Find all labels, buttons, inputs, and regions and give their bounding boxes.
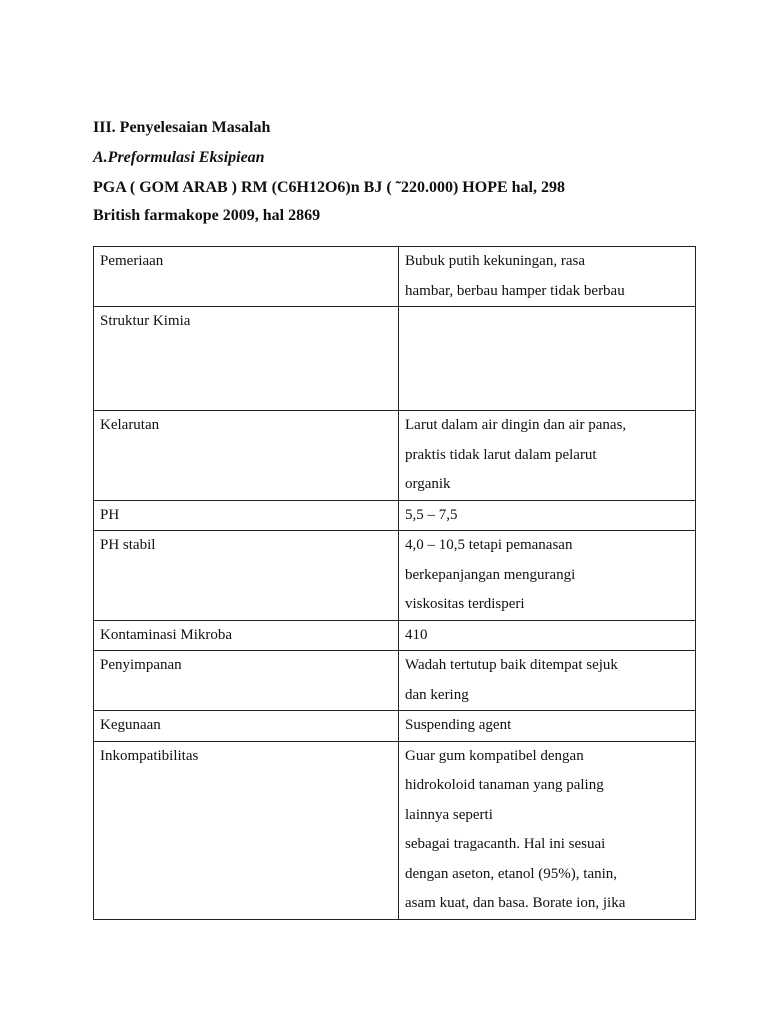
property-name: PH stabil <box>100 537 156 553</box>
table-row <box>94 247 696 307</box>
property-value-cell <box>399 307 696 411</box>
property-name: Kegunaan <box>100 717 161 733</box>
property-value-cell <box>399 500 696 531</box>
subsection-title: A.Preformulasi Eksipiean <box>93 149 265 166</box>
compound-line: PGA ( GOM ARAB ) RM (C6H12O6)n BJ ( ˜220.000) HOPE hal, 298 <box>93 179 565 196</box>
property-value-line: lainnya seperti <box>405 806 493 823</box>
property-name-cell <box>94 741 399 919</box>
section-title: III. Penyelesaian Masalah <box>93 119 271 136</box>
property-value-line: hidrokoloid tanaman yang paling <box>405 777 604 793</box>
property-name-cell <box>94 620 399 651</box>
property-value-line: dan kering <box>405 686 469 703</box>
property-value-cell <box>399 741 696 919</box>
property-name: Penyimpanan <box>100 657 182 673</box>
property-value-cell <box>399 411 696 501</box>
property-value-cell <box>399 247 696 307</box>
property-value-line: hambar, berbau hamper tidak berbau <box>405 282 625 299</box>
table-row <box>94 531 696 621</box>
table-row <box>94 711 696 742</box>
property-name-cell <box>94 247 399 307</box>
property-value-line: 4,0 – 10,5 tetapi pemanasan <box>405 537 573 553</box>
property-value-line: 410 <box>405 626 428 643</box>
property-value-line: berkepanjangan mengurangi <box>405 566 576 583</box>
table-row <box>94 741 696 919</box>
property-name: PH <box>100 506 120 523</box>
table-row <box>94 307 696 411</box>
property-value-line: viskositas terdisperi <box>405 596 525 612</box>
property-value-line: Wadah tertutup baik ditempat sejuk <box>405 657 618 673</box>
table-row <box>94 651 696 711</box>
property-value-line: organik <box>405 476 451 492</box>
property-name-cell <box>94 307 399 411</box>
property-name-cell <box>94 711 399 742</box>
table-row <box>94 500 696 531</box>
property-name-cell <box>94 651 399 711</box>
property-value-cell <box>399 651 696 711</box>
property-value-line: sebagai tragacanth. Hal ini sesuai <box>405 836 606 852</box>
property-value-line: 5,5 – 7,5 <box>405 506 458 523</box>
property-value-cell <box>399 531 696 621</box>
property-name: Kontaminasi Mikroba <box>100 626 233 643</box>
property-value-line: Bubuk putih kekuningan, rasa <box>405 253 585 269</box>
property-name: Inkompatibilitas <box>100 747 199 764</box>
table-row <box>94 411 696 501</box>
table-row <box>94 620 696 651</box>
property-name: Struktur Kimia <box>100 313 191 329</box>
properties-table-body <box>94 247 696 920</box>
reference-line: British farmakope 2009, hal 2869 <box>93 207 321 224</box>
property-value-cell <box>399 620 696 651</box>
property-value-line: asam kuat, dan basa. Borate ion, jika <box>405 895 626 911</box>
property-value-line: praktis tidak larut dalam pelarut <box>405 446 597 463</box>
property-value-line: Suspending agent <box>405 717 512 733</box>
property-name-cell <box>94 500 399 531</box>
property-value-line: dengan aseton, etanol (95%), tanin, <box>405 865 618 882</box>
property-value-cell <box>399 711 696 742</box>
property-name-cell <box>94 531 399 621</box>
property-value-line: Guar gum kompatibel dengan <box>405 747 584 764</box>
property-name: Kelarutan <box>100 417 160 433</box>
property-name: Pemeriaan <box>100 253 164 269</box>
property-value-line: Larut dalam air dingin dan air panas, <box>405 417 627 433</box>
property-name-cell <box>94 411 399 501</box>
properties-table <box>93 246 696 920</box>
